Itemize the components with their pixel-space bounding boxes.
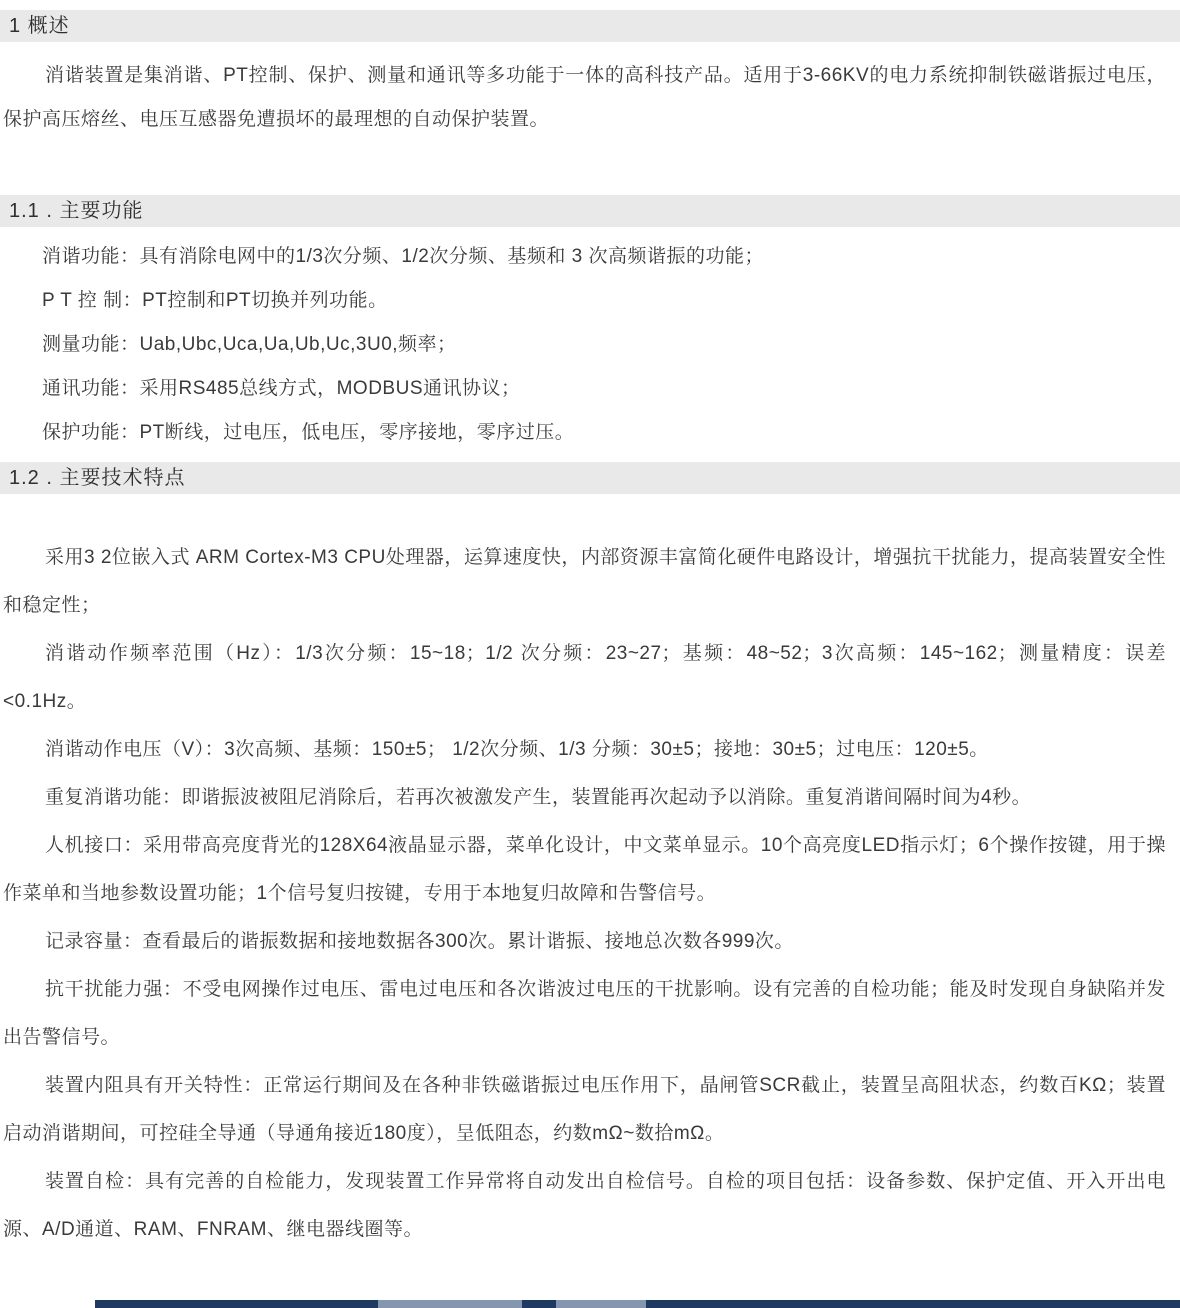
feature-item-pt-control: P T 控 制：PT控制和PT切换并列功能。	[42, 290, 388, 311]
tech-paragraph-repeat: 重复消谐功能：即谐振波被阻尼消除后，若再次被激发产生，装置能再次起动予以消除。重复消谐间隔时间为4秒。	[45, 787, 1032, 808]
section-heading-overview: 1 概述	[0, 10, 1180, 42]
feature-item-protect: 保护功能：PT断线，过电压，低电压，零序接地，零序过压。	[42, 422, 575, 443]
tech-paragraph-self-check: 装置自检：具有完善的自检能力，发现装置工作异常将自动发出自检信号。自检的项目包括：设备参数、保护定值、开入开出电源、A/D通道、RAM、FNRAM、继电器线圈等。	[3, 1171, 1166, 1240]
tech-paragraph-hmi: 人机接口：采用带高亮度背光的128X64液晶显示器，菜单化设计，中文菜单显示。10个高亮度LED指示灯；6个操作按键，用于操作菜单和当地参数设置功能；1个信号复归按键，专用于本地复归故障和告警信号。	[3, 835, 1166, 904]
feature-item-comm: 通讯功能：采用RS485总线方式，MODBUS通讯协议；	[42, 378, 521, 399]
tech-paragraph-frequency-range: 消谐动作频率范围（Hz）：1/3次分频：15~18；1/2 次分频：23~27；基频：48~52；3次高频：145~162；测量精度：误差<0.1Hz。	[3, 643, 1166, 712]
tech-paragraph-cpu: 采用3 2位嵌入式 ARM Cortex-M3 CPU处理器，运算速度快，内部资源丰富简化硬件电路设计，增强抗干扰能力，提高装置安全性和稳定性；	[3, 547, 1166, 616]
tech-paragraph-impedance: 装置内阻具有开关特性：正常运行期间及在各种非铁磁谐振过电压作用下，晶闸管SCR截止，装置呈高阻状态，约数百KΩ；装置启动消谐期间，可控硅全导通（导通角接近180度），呈低阻态，约数mΩ~数拾mΩ。	[3, 1075, 1166, 1144]
feature-item-measure: 测量功能：Uab,Ubc,Uca,Ua,Ub,Uc,3U0,频率；	[42, 334, 457, 355]
bottom-strip-segment	[378, 1300, 522, 1308]
section-heading-technical-features: 1.2 . 主要技术特点	[0, 462, 1180, 494]
tech-paragraph-anti-interference: 抗干扰能力强：不受电网操作过电压、雷电过电压和各次谐波过电压的干扰影响。设有完善的自检功能；能及时发现自身缺陷并发出告警信号。	[3, 979, 1166, 1048]
feature-item-xiaoxie: 消谐功能：具有消除电网中的1/3次分频、1/2次分频、基频和 3 次高频谐振的功能；	[42, 246, 764, 267]
section-heading-main-functions: 1.1 . 主要功能	[0, 195, 1180, 227]
feature-list	[0, 235, 1180, 455]
tech-paragraph-action-voltage: 消谐动作电压（V）：3次高频、基频：150±5； 1/2次分频、1/3 分频：30±5；接地：30±5；过电压：120±5。	[45, 739, 989, 760]
tech-paragraph-record: 记录容量：查看最后的谐振数据和接地数据各300次。累计谐振、接地总次数各999次。	[45, 931, 794, 952]
bottom-strip-segment	[556, 1300, 646, 1308]
page-bottom-strip	[95, 1300, 1180, 1308]
overview-paragraph: 消谐装置是集消谐、PT控制、保护、测量和通讯等多功能于一体的高科技产品。适用于3-66KV的电力系统抑制铁磁谐振过电压，保护高压熔丝、电压互感器免遭损坏的最理想的自动保护装置。	[3, 65, 1166, 130]
